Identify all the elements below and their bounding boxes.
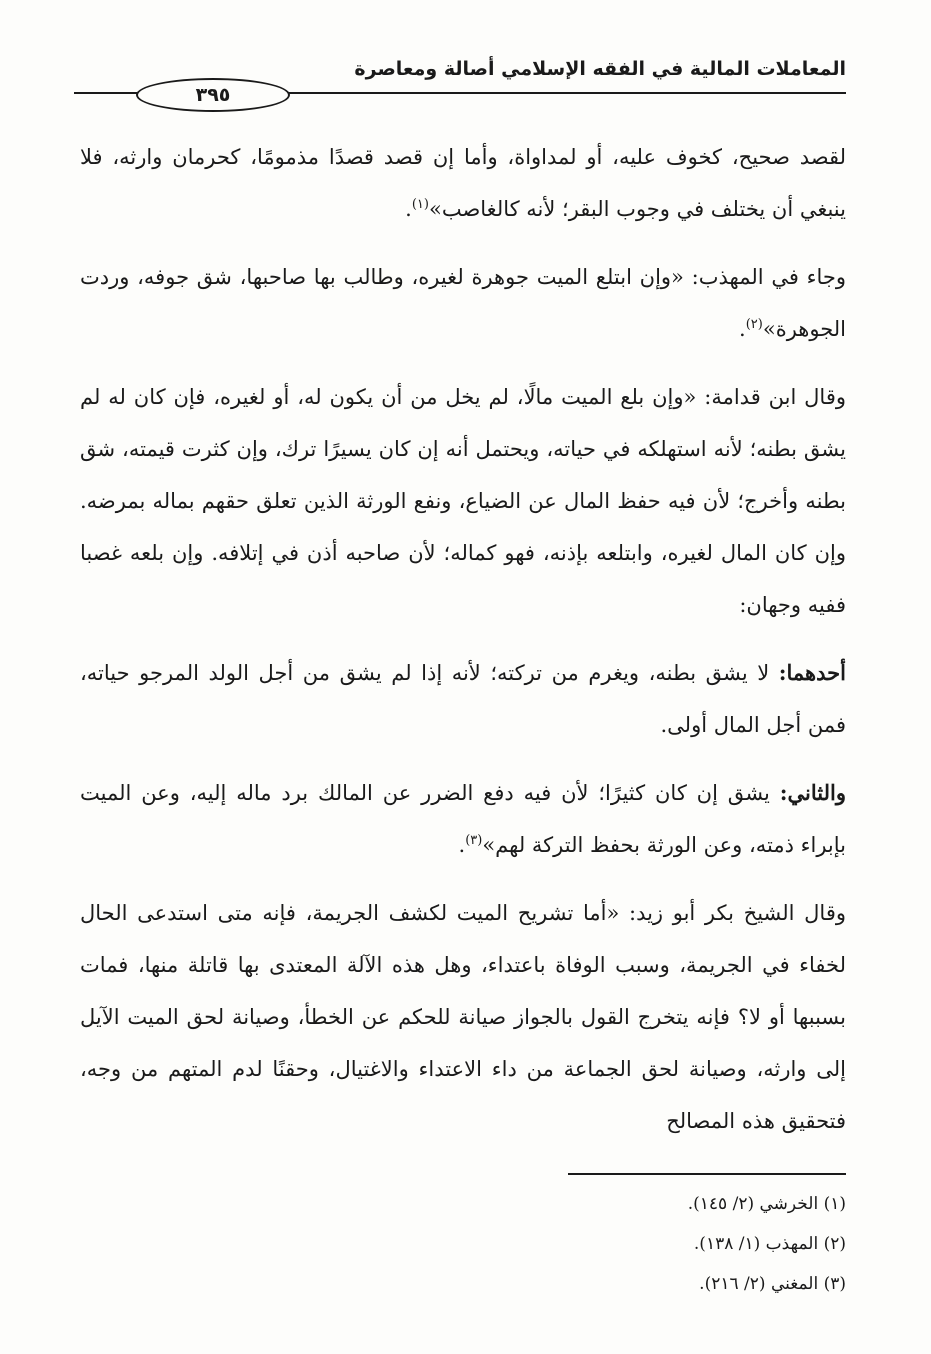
footnote-marker: (٣) — [465, 833, 483, 848]
footnote-1: (١) الخرشي (٢/ ١٤٥). — [687, 1194, 846, 1214]
paragraph-tail: . — [405, 197, 412, 221]
paragraph-text: لا يشق بطنه، ويغرم من تركته؛ لأنه إذا لم يشق من أجل الولد المرجو حياته، فمن أجل المال أولى. — [80, 661, 846, 737]
footnote-marker: (١) — [411, 197, 429, 212]
paragraph-text: يشق إن كان كثيرًا؛ لأن فيه دفع الضرر عن المالك برد ماله إليه، وعن الميت بإبراء ذمته، وعن الورثة بحفظ التركة لهم» — [80, 781, 846, 857]
paragraph-text: لقصد صحيح، كخوف عليه، أو لمداواة، وأما إن قصد قصدًا مذمومًا، كحرمان وارثه، فلا ينبغي أن يختلف في وجوب البقر؛ لأنه كالغاصب» — [80, 145, 846, 221]
paragraph-3 — [80, 371, 846, 631]
paragraph-5 — [80, 767, 846, 871]
page-number: ٣٩٥ — [136, 78, 290, 112]
footnotes — [80, 1184, 846, 1304]
paragraph-2 — [80, 251, 846, 355]
paragraph-6 — [80, 887, 846, 1147]
paragraph-4 — [80, 647, 846, 751]
paragraph-tail: . — [458, 833, 466, 857]
main-text — [80, 131, 846, 1163]
paragraph-text: وقال الشيخ بكر أبو زيد: «أما تشريح الميت لكشف الجريمة، فإنه متى استدعى الحال لخفاء في الجريمة، وسبب الوفاة باعتداء، وهل هذه الآلة المعتدى بها قاتلة منها، فمات بسببها أو لا؟ فإنه يتخرج القول بالجواز صيانة للحكم عن الخطأ، وصيانة لحق الميت الآيل إلى وارثه، وصيانة لحق الجماعة من داء الاعتداء والاغتيال، وحقنًا لدم المتهم من وجه، فتحقيق هذه المصالح — [80, 901, 846, 1133]
running-title: المعاملات المالية في الفقه الإسلامي أصالة ومعاصرة — [354, 58, 846, 80]
paragraph-lead: والثاني: — [779, 780, 846, 805]
paragraph-1 — [80, 131, 846, 235]
footnote-marker: (٢) — [745, 317, 763, 332]
footnote-2: (٢) المهذب (١/ ١٣٨). — [693, 1234, 846, 1254]
footnote-3: (٣) المغني (٢/ ٢١٦). — [699, 1274, 846, 1294]
paragraph-tail: . — [739, 317, 746, 341]
paragraph-text: وقال ابن قدامة: «وإن بلع الميت مالًا، لم يخل من أن يكون له، أو لغيره، فإن كان له لم يشق بطنه؛ لأنه استهلكه في حياته، ويحتمل أنه إن كان يسيرًا ترك، وإن كثرت قيمته، شق بطنه وأخرج؛ لأن فيه حفظ المال عن الضياع، ونفع الورثة الذين تعلق حقهم بماله بمرضه. وإن كان المال لغيره، وابتلعه بإذنه، فهو كماله؛ لأن صاحبه أذن في إتلافه. وإن بلعه غصبا ففيه وجهان: — [80, 385, 846, 617]
footnote-separator — [568, 1173, 846, 1175]
paragraph-text: وجاء في المهذب: «وإن ابتلع الميت جوهرة لغيره، وطالب بها صاحبها، شق جوفه، وردت الجوهرة» — [80, 265, 846, 341]
page-header — [74, 52, 846, 106]
paragraph-lead: أحدهما: — [778, 660, 846, 685]
